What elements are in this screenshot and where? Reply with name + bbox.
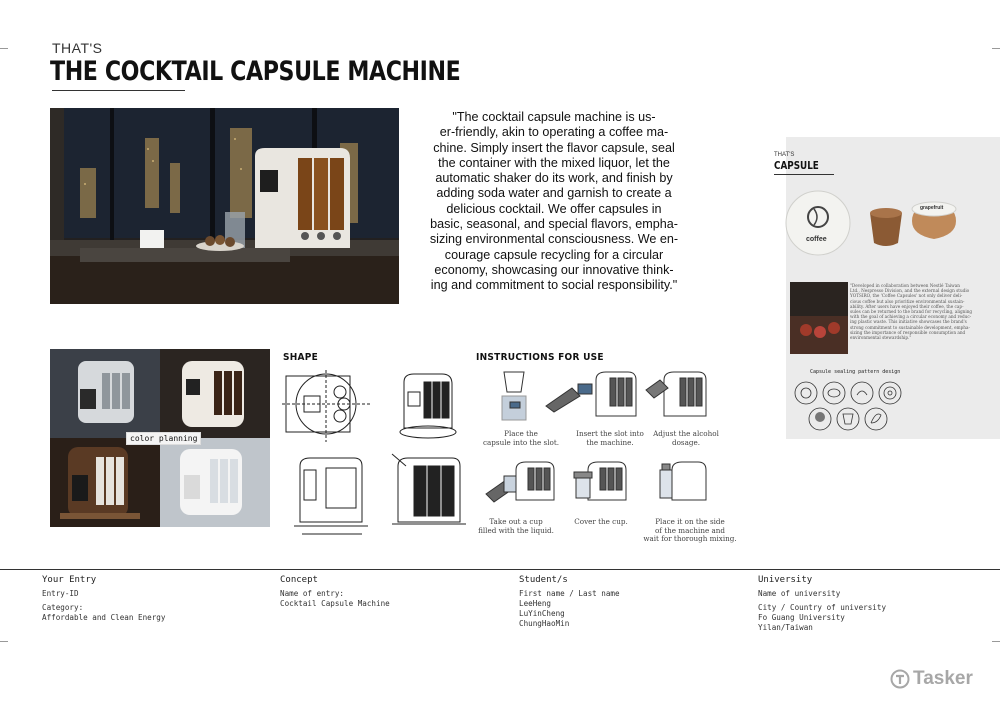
footer-students: [519, 575, 739, 629]
step3-illustration: [646, 372, 706, 416]
capsule-desc-line: YOTSIRO, the 'Coffee Capsules' not only deliver deli-: [850, 293, 963, 299]
entry-id-label: Entry-ID: [42, 589, 79, 598]
quote-line: er-friendly, akin to operating a coffee ma-: [439, 125, 669, 140]
quote-line: the container with the mixed liquor, let the: [438, 155, 670, 170]
quote-line: "The cocktail capsule machine is us-: [452, 110, 656, 124]
capsule-print-grapefruit: grapefruit: [920, 205, 944, 211]
right-footer-mark: [992, 641, 1000, 642]
category-label: Category:: [42, 603, 84, 612]
capsule-desc-line: strong commitment to sustainable development, empha-: [850, 324, 970, 330]
small-heading: THAT'S: [52, 40, 103, 56]
step-6-line: of the machine and: [654, 525, 726, 535]
footer-university: [758, 575, 978, 633]
left-edge-mark: [0, 48, 8, 49]
iso-view-drawing: [400, 374, 456, 438]
right-edge-mark: [992, 48, 1000, 49]
side-view-drawing: [294, 458, 368, 534]
step-3-line: dosage.: [671, 437, 701, 447]
step6-illustration: [660, 462, 706, 500]
quote-line: basic, seasonal, and special flavors, empha-: [430, 217, 678, 232]
students-name-label: First name / Last name: [519, 589, 620, 598]
student-name: ChungHaoMin: [519, 619, 570, 628]
student-name: LeeHeng: [519, 599, 552, 608]
step-4-line: Take out a cup: [489, 517, 543, 526]
step-2-line: the machine.: [586, 437, 634, 447]
capsule-desc-line: with the goal of achieving a circular economy and reduc-: [850, 314, 972, 320]
step-3-line: Adjust the alcohol: [653, 429, 719, 438]
capsule-desc-line: Ltd., Nespresso Division, and the external design studio: [850, 288, 970, 294]
footer-entry: [42, 575, 262, 623]
tasker-brand: [890, 668, 973, 690]
front-view-drawing: [392, 454, 466, 524]
lime-seal-icon: [851, 382, 873, 404]
shape-label: SHAPE: [283, 352, 319, 363]
student-name: LuYinCheng: [519, 609, 565, 618]
capsule-desc-line: sules can be returned to the brand for recycling, aligning: [850, 309, 973, 315]
quote-line: automatic shaker do its work, and finish by: [435, 171, 673, 186]
quote-line: courage capsule recycling for a circular: [444, 247, 664, 262]
variant-white-dark: [182, 361, 244, 427]
quote-line: delicious cocktail. We offer capsules in: [446, 201, 662, 216]
step-5-line: Cover the cup.: [574, 517, 628, 526]
university-name: Fo Guang University: [758, 613, 845, 622]
capsule-desc-line: environmental stewardship.": [850, 335, 912, 341]
hero-render-image: [50, 108, 399, 304]
brand-name: Tasker: [913, 668, 973, 689]
concept-name-value: Cocktail Capsule Machine: [280, 599, 390, 608]
sealing-icon-grid: [792, 379, 912, 431]
step-6-line: Place it on the side: [655, 517, 725, 526]
leaf-seal-icon: [865, 408, 887, 430]
lemon-seal-icon: [823, 382, 845, 404]
title-underline: [52, 90, 185, 91]
quote-line: chine. Simply insert the flavor capsule, seal: [433, 140, 675, 155]
capsule-description: [850, 283, 996, 340]
concept-name-label: Name of entry:: [280, 589, 345, 598]
step-2-line: Insert the slot into: [576, 429, 644, 438]
step5-illustration: [574, 462, 626, 500]
capsule-small-heading: THAT'S: [774, 152, 795, 158]
top-view-drawing: [282, 370, 372, 442]
quote-line: economy, showcasing our innovative think-: [434, 262, 674, 277]
step-6-line: wait for thorough mixing.: [643, 534, 737, 544]
step-3-caption: [646, 430, 726, 447]
step-1-line: Place the: [504, 429, 538, 438]
capsule-desc-line: cious coffee but also prioritize environmental sustain-: [850, 298, 965, 304]
step-4-line: filled with the liquid.: [478, 525, 554, 535]
citrus-seal-icon: [795, 382, 817, 404]
university-city: Yilan/Taiwan: [758, 623, 813, 632]
tasker-logo-icon: [890, 669, 910, 689]
capsule-photo: [784, 187, 974, 257]
quote-line: ing and commitment to social responsibility.": [430, 278, 678, 293]
quote-line: sizing environmental consciousness. We en-: [429, 232, 679, 247]
instructions-title: INSTRUCTIONS FOR USE: [476, 352, 604, 363]
quote-line: adding soda water and garnish to create a: [436, 186, 672, 201]
capsule-context-photo: [790, 282, 848, 354]
page-title: THE COCKTAIL CAPSULE MACHINE: [50, 56, 461, 87]
berry-seal-icon: [879, 382, 901, 404]
step-1-line: capsule into the slot.: [482, 437, 560, 447]
concept-heading: Concept: [280, 575, 318, 585]
shape-drawings: [282, 366, 470, 542]
footer-concept: [280, 575, 500, 609]
cup-seal-icon: [837, 408, 859, 430]
capsule-title: CAPSULE: [774, 159, 819, 172]
students-heading: Student/s: [519, 575, 568, 585]
university-city-label: City / Country of university: [758, 603, 887, 612]
category-value: Affordable and Clean Energy: [42, 613, 166, 622]
capsule-panel: [774, 137, 1000, 439]
capsule-desc-line: sizing the importance of responsible consumption and: [850, 329, 966, 335]
university-heading: University: [758, 575, 813, 585]
step-4-caption: [476, 518, 556, 535]
step-1-caption: [476, 430, 566, 447]
color-planning-label: color planning: [126, 432, 201, 445]
capsule-desc-line: "Developed in collaboration between Nestlé Taiwan: [850, 283, 960, 288]
sealing-pattern-label: Capsule sealing pattern design: [810, 369, 901, 375]
capsule-print-coffee: coffee: [806, 236, 827, 243]
step-5-caption: [566, 518, 636, 527]
step2-illustration: [546, 372, 636, 416]
step1-illustration: [502, 372, 526, 420]
left-footer-mark: [0, 641, 8, 642]
grapefruit-seal-icon: [809, 408, 831, 430]
concept-quote: [418, 110, 690, 294]
capsule-desc-line: ability. After users have enjoyed their coffee, the cap-: [850, 303, 964, 309]
university-name-label: Name of university: [758, 589, 841, 598]
entry-heading: Your Entry: [42, 575, 97, 585]
capsule-desc-line: ing plastic waste. This initiative showcases the brand's: [850, 319, 967, 325]
footer-divider: [0, 569, 1000, 570]
step4-illustration: [486, 462, 554, 502]
capsule-title-rule: [774, 174, 834, 175]
variant-white: [180, 449, 242, 515]
step-6-caption: [640, 518, 740, 544]
variant-silver: [78, 361, 134, 423]
step-2-caption: [570, 430, 650, 447]
